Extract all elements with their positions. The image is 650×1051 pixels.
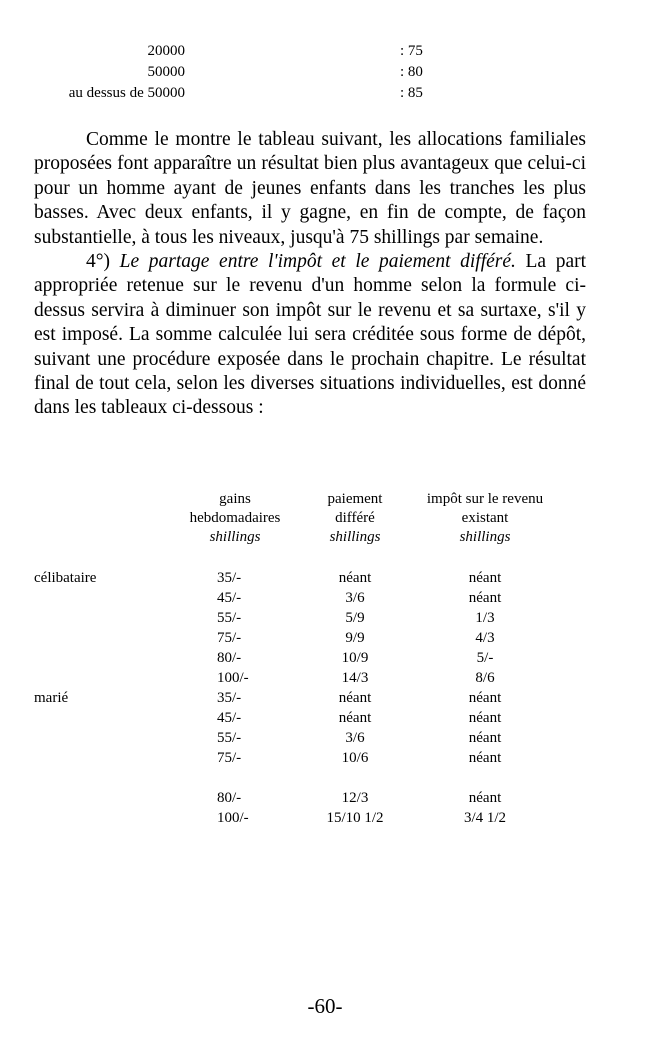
- cell-gains: 45/-: [217, 710, 242, 726]
- top-rate-table: [0, 43, 650, 106]
- cell-gains: 100/-: [217, 670, 249, 686]
- cell-gains: 100/-: [217, 810, 249, 826]
- cell-impot: néant: [468, 710, 502, 726]
- top-rate-value: : 75: [400, 43, 423, 59]
- cell-paiement: 3/6: [345, 590, 365, 606]
- cell-gains: 45/-: [217, 590, 242, 606]
- cell-paiement: 5/9: [345, 610, 365, 626]
- cell-impot: néant: [468, 690, 502, 706]
- cell-gains: 80/-: [217, 650, 242, 666]
- cell-gains: 80/-: [217, 790, 242, 806]
- cell-impot: 1/3: [475, 610, 495, 626]
- table-row: [0, 690, 650, 710]
- cell-impot: néant: [468, 750, 502, 766]
- section-number: 4°): [86, 251, 111, 273]
- table-row: [0, 790, 650, 810]
- top-rate-value: : 80: [400, 64, 423, 80]
- cell-gains: 75/-: [217, 630, 242, 646]
- top-rate-label: 20000: [147, 43, 185, 59]
- table-row: [0, 670, 650, 690]
- table-row: [0, 750, 650, 770]
- table-row: [0, 810, 650, 830]
- cell-impot: néant: [468, 570, 502, 586]
- top-rate-row: [0, 85, 650, 106]
- cell-gains: 35/-: [217, 690, 242, 706]
- table-row: [0, 770, 650, 790]
- top-rate-row: [0, 43, 650, 64]
- cell-gains: 75/-: [217, 750, 242, 766]
- table-row: [0, 730, 650, 750]
- table-row: [0, 650, 650, 670]
- row-group-label: marié: [34, 690, 69, 706]
- page-number: -60-: [307, 994, 343, 1018]
- table-row: [0, 610, 650, 630]
- cell-paiement: 3/6: [345, 730, 365, 746]
- paragraph-2-text: La part appropriée retenue sur le revenu d'un homme selon la formule ci-dessus servira à diminuer son impôt sur le revenu et sa surtaxe, s'il y est imposé. La somme calculée lui sera créditée sous forme de dépôt, suivant une procédure exposée dans le prochain chapitre. Le résultat final de tout cela, selon les diverses situations individuelles, est donné dans les tableaux ci-dessous :: [34, 251, 587, 419]
- cell-paiement: 10/6: [341, 750, 369, 766]
- table-row: [0, 590, 650, 610]
- top-rate-row: [0, 64, 650, 85]
- cell-impot: néant: [468, 730, 502, 746]
- cell-gains: 55/-: [217, 730, 242, 746]
- top-rate-value: : 85: [400, 85, 423, 101]
- cell-paiement: 10/9: [341, 650, 369, 666]
- paragraph-1: Comme le montre le tableau suivant, les allocations familiales proposées font apparaître un résultat bien plus avantageux que celui-ci pour un homme ayant de jeunes enfants dans les tranches les plus basses. Avec deux enfants, il y gagne, en fin de compte, de façon substantielle, à tous les niveaux, jusqu'à 75 shillings par semaine.: [34, 129, 586, 248]
- cell-impot: 8/6: [475, 670, 495, 686]
- cell-impot: 5/-: [476, 650, 494, 666]
- column-header-paiement: paiement différé shillings: [327, 491, 383, 545]
- section-title: Le partage entre l'impôt et le paiement différé.: [119, 251, 516, 273]
- top-rate-label: au dessus de 50000: [68, 85, 185, 101]
- row-group-label: célibataire: [34, 570, 97, 586]
- table-row: [0, 630, 650, 650]
- paragraph-2: [34, 250, 586, 421]
- column-header-gains: gains hebdomadaires shillings: [189, 491, 281, 545]
- cell-gains: 35/-: [217, 570, 242, 586]
- table-row: [0, 710, 650, 730]
- table-row: [0, 570, 650, 590]
- column-header-impot: impôt sur le revenu existant shillings: [426, 491, 544, 545]
- cell-paiement: 12/3: [341, 790, 369, 806]
- cell-impot: 3/4 1/2: [463, 810, 507, 826]
- cell-gains: 55/-: [217, 610, 242, 626]
- cell-paiement: 9/9: [345, 630, 365, 646]
- cell-paiement: néant: [338, 570, 372, 586]
- cell-paiement: néant: [338, 710, 372, 726]
- cell-impot: néant: [468, 790, 502, 806]
- top-rate-label: 50000: [147, 64, 185, 80]
- cell-paiement: 15/10 1/2: [326, 810, 384, 826]
- cell-impot: néant: [468, 590, 502, 606]
- data-table: [0, 570, 650, 830]
- cell-paiement: 14/3: [341, 670, 369, 686]
- body-text: [34, 128, 586, 421]
- cell-paiement: néant: [338, 690, 372, 706]
- cell-impot: 4/3: [475, 630, 495, 646]
